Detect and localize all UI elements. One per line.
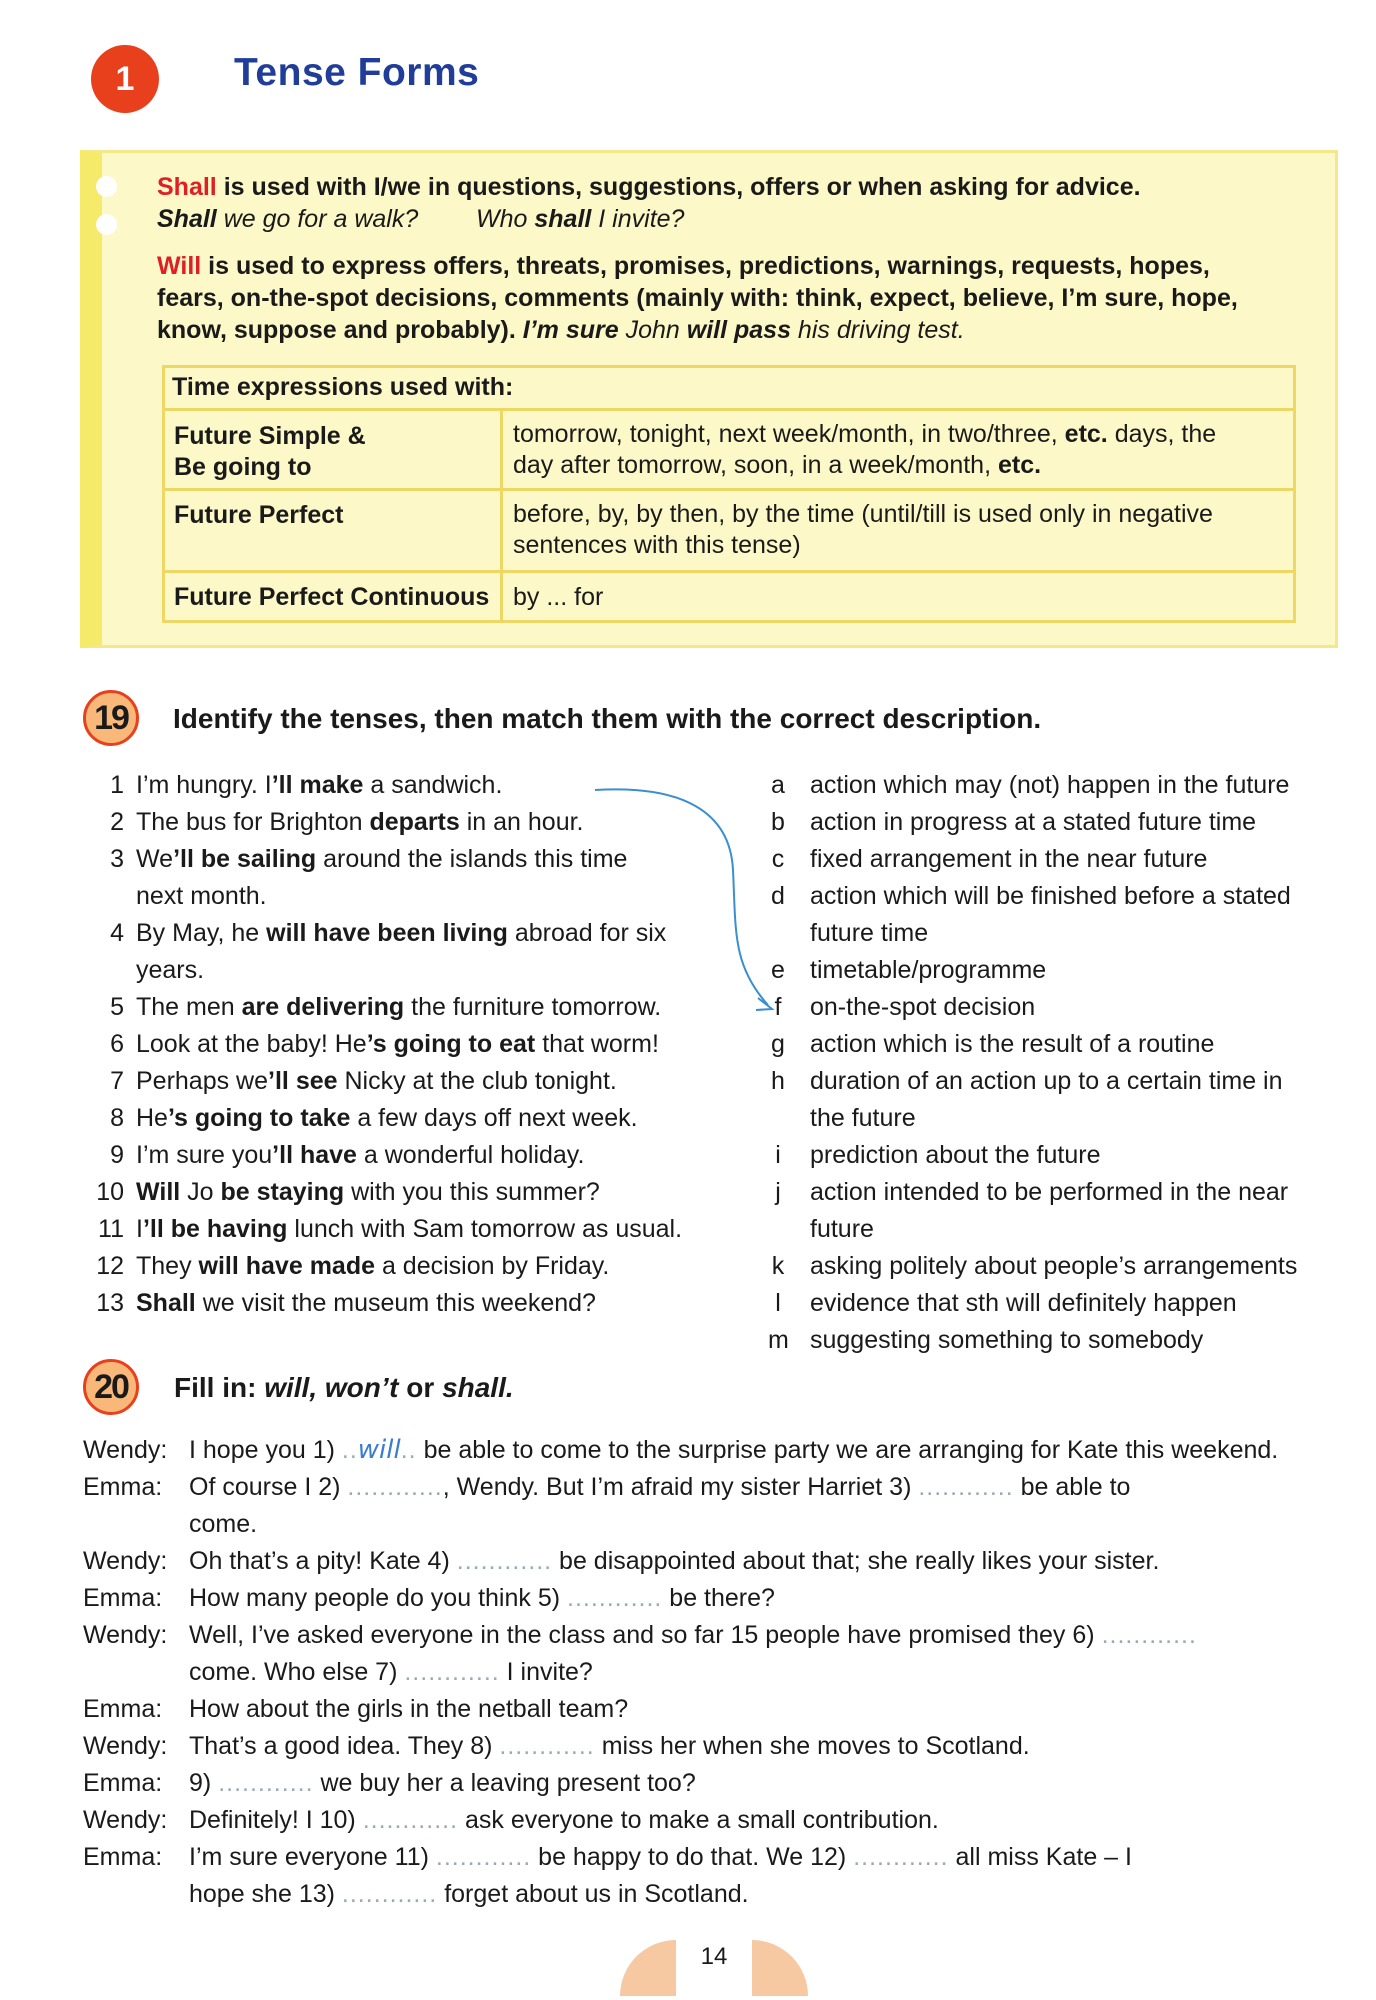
tense-cell: Future Perfect Continuous bbox=[174, 583, 490, 611]
example-bold: shall bbox=[534, 205, 592, 233]
dialogue-line bbox=[83, 1691, 1343, 1728]
example-text: I invite? bbox=[591, 205, 685, 233]
will-rule-text: fears, on-the-spot decisions, comments (mainly with: think, expect, believe, I’m sure, hope, bbox=[157, 284, 1238, 312]
expression-cell: by ... for bbox=[513, 583, 604, 611]
dialogue-line bbox=[83, 1469, 1343, 1506]
sentence-item bbox=[90, 1063, 706, 1100]
description-item bbox=[768, 841, 1338, 878]
text: that worm! bbox=[535, 1030, 659, 1058]
dialogue-text: Of course I 2) bbox=[189, 1473, 348, 1501]
example-arrow bbox=[590, 780, 780, 1020]
dialogue-line bbox=[83, 1802, 1343, 1839]
text: He bbox=[136, 1104, 168, 1132]
description-text: evidence that sth will definitely happen bbox=[810, 1289, 1237, 1317]
description-letter: l bbox=[775, 1289, 781, 1317]
exercise-instruction: Fill in: will, won’t or shall. bbox=[174, 1372, 514, 1403]
text: the furniture tomorrow. bbox=[404, 993, 662, 1021]
verb-form: ’ll make bbox=[271, 771, 364, 799]
description-letter: a bbox=[771, 771, 785, 799]
text: I’m hungry. I bbox=[136, 771, 272, 799]
description-letter: j bbox=[775, 1178, 781, 1206]
verb-form: will have made bbox=[198, 1252, 375, 1280]
sentence-text bbox=[136, 1026, 706, 1063]
answer-blank: ............ bbox=[435, 1843, 532, 1871]
text: around the islands this time bbox=[316, 845, 628, 873]
bullet-dot bbox=[96, 214, 117, 235]
sentence-item bbox=[90, 1100, 706, 1137]
dialogue-text: come. bbox=[189, 1510, 258, 1538]
sentence-number: 12 bbox=[96, 1252, 124, 1280]
sentence-item bbox=[90, 1026, 706, 1063]
answer-blank bbox=[342, 1436, 417, 1464]
text: The bus for Brighton bbox=[136, 808, 370, 836]
speaker-name: Wendy: bbox=[83, 1621, 168, 1649]
dialogue-text: we buy her a leaving present too? bbox=[313, 1769, 696, 1797]
description-item bbox=[768, 767, 1338, 804]
answer-blank: ............ bbox=[341, 1880, 438, 1908]
example-bold: I’m sure bbox=[515, 316, 619, 344]
dialogue-text: hope she 13) bbox=[189, 1880, 342, 1908]
description-letter: h bbox=[771, 1067, 785, 1095]
sentence-item bbox=[90, 1248, 706, 1285]
dialogue-text: Well, I’ve asked everyone in the class and so far 15 people have promised they 6) bbox=[189, 1621, 1102, 1649]
description-text: action which will be finished before a stated bbox=[810, 882, 1291, 910]
blank-dots: .. bbox=[341, 1436, 358, 1464]
filled-answer: will bbox=[357, 1435, 401, 1465]
description-text: suggesting something to somebody bbox=[810, 1326, 1204, 1354]
dialogue-line bbox=[83, 1432, 1343, 1469]
description-item bbox=[768, 1137, 1338, 1174]
description-item bbox=[768, 878, 1338, 915]
text: a few days off next week. bbox=[350, 1104, 638, 1132]
dialogue-line bbox=[83, 1839, 1343, 1876]
text: They bbox=[136, 1252, 199, 1280]
dialogue-text: all miss Kate – I bbox=[948, 1843, 1132, 1871]
answer-blank: ............ bbox=[1101, 1621, 1197, 1649]
description-text: action intended to be performed in the near bbox=[810, 1178, 1289, 1206]
dialogue-text: 9) bbox=[189, 1769, 219, 1797]
sentence-item bbox=[90, 1285, 706, 1322]
example-text: we go for a walk? bbox=[216, 205, 419, 233]
description-letter: m bbox=[768, 1326, 789, 1354]
sentence-number: 8 bbox=[110, 1104, 124, 1132]
bullet-dot bbox=[96, 176, 117, 197]
answer-blank: ............ bbox=[404, 1658, 500, 1686]
shall-example-1 bbox=[157, 203, 418, 235]
table-divider bbox=[500, 408, 503, 623]
verb-form: are delivering bbox=[241, 993, 405, 1021]
verb-form: ’ll be having bbox=[142, 1215, 288, 1243]
example-bold: Shall bbox=[157, 205, 217, 233]
example-text: his driving test. bbox=[790, 316, 965, 344]
answer-blank: ............ bbox=[918, 1473, 1014, 1501]
answer-blank: ............ bbox=[347, 1473, 443, 1501]
description-letter: d bbox=[771, 882, 785, 910]
sentence-item bbox=[90, 1174, 706, 1211]
description-letter: g bbox=[771, 1030, 785, 1058]
sentence-item bbox=[90, 1137, 706, 1174]
verb-form: ’s going to eat bbox=[366, 1030, 536, 1058]
description-item bbox=[768, 1285, 1338, 1322]
description-text: future bbox=[810, 1215, 874, 1243]
description-item bbox=[768, 1248, 1338, 1285]
page-title: Tense Forms bbox=[234, 51, 480, 94]
dialogue-line bbox=[83, 1543, 1343, 1580]
speaker-name: Emma: bbox=[83, 1584, 163, 1612]
speaker-name: Wendy: bbox=[83, 1436, 168, 1464]
answer-blank: ............ bbox=[218, 1769, 314, 1797]
arrow-line bbox=[595, 789, 768, 1005]
text: Look at the baby! He bbox=[136, 1030, 367, 1058]
description-letter: b bbox=[771, 808, 785, 836]
sentence-number: 2 bbox=[110, 808, 124, 836]
verb-form: ’ll have bbox=[272, 1141, 357, 1169]
sentence-item bbox=[90, 1211, 706, 1248]
shall-rule bbox=[157, 171, 1141, 203]
dialogue-text: be disappointed about that; she really likes your sister. bbox=[552, 1547, 1160, 1575]
will-keyword: Will bbox=[157, 252, 202, 280]
dialogue-text: forget about us in Scotland. bbox=[437, 1880, 749, 1908]
text: Nicky at the club tonight. bbox=[337, 1067, 617, 1095]
page-tab-right bbox=[752, 1940, 808, 1996]
expression-cell: before, by, by then, by the time (until/till is used only in negative sentences with this tense) bbox=[513, 500, 1213, 559]
text: with you this summer? bbox=[344, 1178, 600, 1206]
sentence-text bbox=[136, 1211, 706, 1248]
sentence-number: 1 bbox=[110, 771, 124, 799]
page-number: 14 bbox=[700, 1943, 728, 1970]
description-text: duration of an action up to a certain time in bbox=[810, 1067, 1283, 1095]
text: I’m sure you bbox=[136, 1141, 273, 1169]
blank-dots: .. bbox=[400, 1436, 417, 1464]
dialogue-line bbox=[83, 1654, 1343, 1691]
verb-form: Shall bbox=[136, 1289, 196, 1317]
sentence-number: 4 bbox=[110, 919, 124, 947]
sentence-number: 10 bbox=[96, 1178, 124, 1206]
answer-blank: ............ bbox=[567, 1584, 663, 1612]
text: Jo bbox=[180, 1178, 221, 1206]
will-rule-text: know, suppose and probably). bbox=[157, 316, 516, 344]
text: in an hour. bbox=[459, 808, 584, 836]
shall-example-2 bbox=[476, 203, 684, 235]
text: The men bbox=[136, 993, 242, 1021]
sentence-text bbox=[136, 1174, 706, 1211]
text: abroad for six bbox=[507, 919, 667, 947]
answer-blank: ............ bbox=[456, 1547, 553, 1575]
expression-cell: tomorrow, tonight, next week/month, in two/three, etc. days, the day after tomorrow, soon, in a week/month, etc. bbox=[513, 420, 1217, 479]
speaker-name: Wendy: bbox=[83, 1806, 168, 1834]
description-text: action which may (not) happen in the future bbox=[810, 771, 1290, 799]
description-letter: k bbox=[771, 1252, 785, 1280]
description-text: prediction about the future bbox=[810, 1141, 1101, 1169]
speaker-name: Emma: bbox=[83, 1695, 163, 1723]
example-bold: will pass bbox=[686, 316, 791, 344]
text: a sandwich. bbox=[363, 771, 503, 799]
description-item bbox=[768, 1322, 1338, 1359]
sentence-text bbox=[136, 1248, 706, 1285]
exercise-instruction: Identify the tenses, then match them with the correct description. bbox=[173, 703, 1042, 734]
dialogue-text: miss her when she moves to Scotland. bbox=[594, 1732, 1030, 1760]
answer-blank: ............ bbox=[362, 1806, 459, 1834]
dialogue-text: be happy to do that. We 12) bbox=[531, 1843, 854, 1871]
verb-form: ’ll see bbox=[268, 1067, 338, 1095]
dialogue-text: be there? bbox=[662, 1584, 775, 1612]
will-rule-text: is used to express offers, threats, promises, predictions, warnings, requests, hopes, bbox=[201, 252, 1210, 280]
dialogue-text: come. Who else 7) bbox=[189, 1658, 405, 1686]
dialogue-text: How about the girls in the netball team? bbox=[189, 1695, 629, 1723]
speaker-name: Emma: bbox=[83, 1843, 163, 1871]
will-rule-line-3 bbox=[157, 314, 965, 346]
sentence-continuation: years. bbox=[136, 956, 205, 984]
description-item bbox=[768, 1063, 1338, 1100]
dialogue-text: That’s a good idea. They 8) bbox=[189, 1732, 500, 1760]
description-letter: e bbox=[771, 956, 785, 984]
description-item bbox=[768, 989, 1338, 1026]
exercise-number-badge: 20 bbox=[83, 1359, 139, 1415]
description-list bbox=[768, 767, 1338, 1359]
verb-form: will have been living bbox=[266, 919, 508, 947]
description-letter: c bbox=[771, 845, 785, 873]
sentence-text bbox=[136, 1100, 706, 1137]
description-item bbox=[768, 1211, 1338, 1248]
sentence-text bbox=[136, 1063, 706, 1100]
description-text: the future bbox=[810, 1104, 916, 1132]
sentence-number: 3 bbox=[110, 845, 124, 873]
description-text: action which is the result of a routine bbox=[810, 1030, 1215, 1058]
verb-form: ’s going to take bbox=[167, 1104, 351, 1132]
dialogue-text: ask everyone to make a small contribution. bbox=[458, 1806, 939, 1834]
dialogue-line bbox=[83, 1617, 1343, 1654]
answer-blank: ............ bbox=[499, 1732, 595, 1760]
sentence-continuation: next month. bbox=[136, 882, 267, 910]
example-text: Who bbox=[476, 205, 535, 233]
tense-cell: Future Perfect bbox=[174, 501, 344, 529]
verb-form: Will bbox=[136, 1178, 181, 1206]
sentence-text bbox=[136, 1137, 706, 1174]
sentence-number: 7 bbox=[110, 1067, 124, 1095]
time-expressions-heading: Time expressions used with: bbox=[162, 365, 1296, 411]
description-item bbox=[768, 1100, 1338, 1137]
text: We bbox=[136, 845, 174, 873]
unit-number-badge: 1 bbox=[91, 45, 159, 113]
shall-rule-text: is used with I/we in questions, suggestions, offers or when asking for advice. bbox=[216, 173, 1141, 201]
will-rule-line-1 bbox=[157, 250, 1210, 282]
text: lunch with Sam tomorrow as usual. bbox=[287, 1215, 683, 1243]
description-item bbox=[768, 804, 1338, 841]
sentence-number: 5 bbox=[110, 993, 124, 1021]
verb-form: departs bbox=[369, 808, 460, 836]
text: a wonderful holiday. bbox=[356, 1141, 585, 1169]
text: By May, he bbox=[136, 919, 267, 947]
dialogue bbox=[83, 1432, 1343, 1913]
dialogue-text: I invite? bbox=[499, 1658, 593, 1686]
page-tab-left bbox=[620, 1940, 676, 1996]
dialogue-text: Oh that’s a pity! Kate 4) bbox=[189, 1547, 457, 1575]
verb-form: be staying bbox=[220, 1178, 345, 1206]
description-text: on-the-spot decision bbox=[810, 993, 1036, 1021]
example-text: John bbox=[618, 316, 687, 344]
description-text: future time bbox=[810, 919, 929, 947]
description-text: asking politely about people’s arrangements bbox=[810, 1252, 1298, 1280]
dialogue-text: be able to bbox=[1013, 1473, 1131, 1501]
exercise-number-badge: 19 bbox=[83, 690, 139, 746]
text: Perhaps we bbox=[136, 1067, 269, 1095]
sentence-number: 11 bbox=[98, 1215, 124, 1243]
sentence-number: 9 bbox=[110, 1141, 124, 1169]
text: I bbox=[136, 1215, 143, 1243]
verb-form: ’ll be sailing bbox=[173, 845, 317, 873]
answer-blank: ............ bbox=[853, 1843, 949, 1871]
dialogue-text: Definitely! I 10) bbox=[189, 1806, 363, 1834]
description-item bbox=[768, 952, 1338, 989]
dialogue-line bbox=[83, 1728, 1343, 1765]
speaker-name: Emma: bbox=[83, 1473, 163, 1501]
dialogue-line bbox=[83, 1876, 1343, 1913]
description-item bbox=[768, 1026, 1338, 1063]
shall-keyword: Shall bbox=[157, 173, 217, 201]
dialogue-line bbox=[83, 1765, 1343, 1802]
will-rule-line-2 bbox=[157, 282, 1238, 314]
sentence-number: 6 bbox=[110, 1030, 124, 1058]
description-letter: i bbox=[775, 1141, 781, 1169]
speaker-name: Emma: bbox=[83, 1769, 163, 1797]
dialogue-text: , Wendy. But I’m afraid my sister Harriet 3) bbox=[442, 1473, 919, 1501]
dialogue-text: I hope you 1) bbox=[189, 1436, 342, 1464]
description-item bbox=[768, 1174, 1338, 1211]
description-letter: f bbox=[774, 993, 782, 1021]
speaker-name: Wendy: bbox=[83, 1547, 168, 1575]
text: we visit the museum this weekend? bbox=[195, 1289, 596, 1317]
speaker-name: Wendy: bbox=[83, 1732, 168, 1760]
tense-cell: Future Simple & Be going to bbox=[174, 422, 366, 481]
sentence-number: 13 bbox=[96, 1289, 124, 1317]
description-text: fixed arrangement in the near future bbox=[810, 845, 1208, 873]
dialogue-line bbox=[83, 1506, 1343, 1543]
sentence-text bbox=[136, 1285, 706, 1322]
dialogue-text: be able to come to the surprise party we are arranging for Kate this weekend. bbox=[416, 1436, 1279, 1464]
text: a decision by Friday. bbox=[375, 1252, 610, 1280]
description-text: action in progress at a stated future time bbox=[810, 808, 1257, 836]
dialogue-line bbox=[83, 1580, 1343, 1617]
dialogue-text: I’m sure everyone 11) bbox=[189, 1843, 436, 1871]
dialogue-text: How many people do you think 5) bbox=[189, 1584, 567, 1612]
description-text: timetable/programme bbox=[810, 956, 1047, 984]
description-item bbox=[768, 915, 1338, 952]
